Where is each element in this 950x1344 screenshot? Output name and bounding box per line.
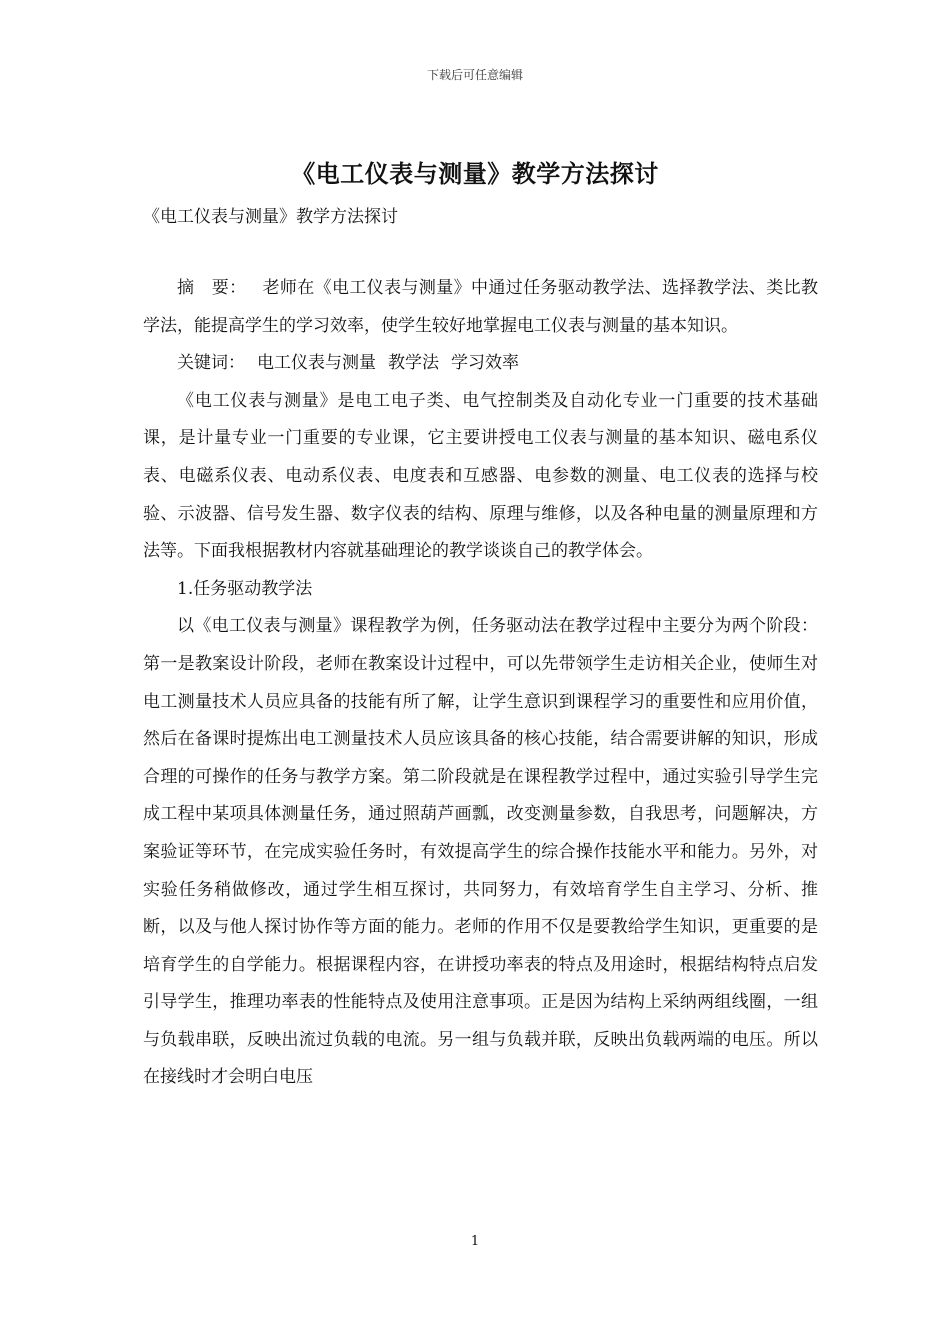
body-paragraph-task-driven: 以《电工仪表与测量》课程教学为例，任务驱动法在教学过程中主要分为两个阶段：第一是教案设计阶段，老师在教案设计过程中，可以先带领学生走访相关企业，使师生对电工测量技术人员应具备的技能有所了解，让学生意识到课程学习的重要性和应用价值，然后在备课时提炼出电工测量技术人员应该具备的核心技能，结合需要讲解的知识，形成合理的可操作的任务与教学方案。第二阶段就是在课程教学过程中，通过实验引导学生完成工程中某项具体测量任务，通过照葫芦画瓢，改变测量参数，自我思考，问题解决，方案验证等环节，在完成实验任务时，有效提高学生的综合操作技能水平和能力。另外，对实验任务稍做修改，通过学生相互探讨，共同努力，有效培育学生自主学习、分析、推断，以及与他人探讨协作等方面的能力。老师的作用不仅是要教给学生知识，更重要的是培育学生的自学能力。根据课程内容，在讲授功率表的特点及用途时，根据结构特点启发引导学生，推理功率表的性能特点及使用注意事项。正是因为结构上采纳两组线圈，一组与负载串联，反映出流过负载的电流。另一组与负载并联，反映出负载两端的电压。所以在接线时才会明白电压 — [143, 616, 818, 1088]
document-subtitle: 《电工仪表与测量》教学方法探讨 — [143, 207, 398, 227]
document-title: 《电工仪表与测量》教学方法探讨 — [291, 159, 659, 188]
header-note: 下载后可任意编辑 — [426, 68, 523, 82]
abstract-paragraph — [143, 270, 818, 345]
body-paragraph-intro: 《电工仪表与测量》是电工电子类、电气控制类及自动化专业一门重要的技术基础课，是计量专业一门重要的专业课，它主要讲授电工仪表与测量的基本知识、磁电系仪表、电磁系仪表、电动系仪表、电度表和互感器、电参数的测量、电工仪表的选择与校验、示波器、信号发生器、数字仪表的结构、原理与维修，以及各种电量的测量原理和方法等。下面我根据教材内容就基础理论的教学谈谈自己的教学体会。 — [143, 390, 818, 562]
section-heading: 1.任务驱动教学法 — [177, 578, 313, 599]
keywords-label: 关键词： — [177, 353, 245, 374]
keyword-item: 学习效率 — [451, 353, 519, 374]
keyword-item: 教学法 — [388, 353, 439, 374]
abstract-text: 老师在《电工仪表与测量》中通过任务驱动教学法、选择教学法、类比教学法，能提高学生的学习效率，使学生较好地掌握电工仪表与测量的基本知识。 — [143, 278, 819, 336]
page-number: 1 — [470, 1234, 480, 1249]
keyword-item: 电工仪表与测量 — [257, 353, 376, 374]
abstract-label: 摘 要： — [177, 278, 247, 298]
keywords-paragraph — [143, 345, 818, 383]
document-body — [143, 270, 818, 1097]
